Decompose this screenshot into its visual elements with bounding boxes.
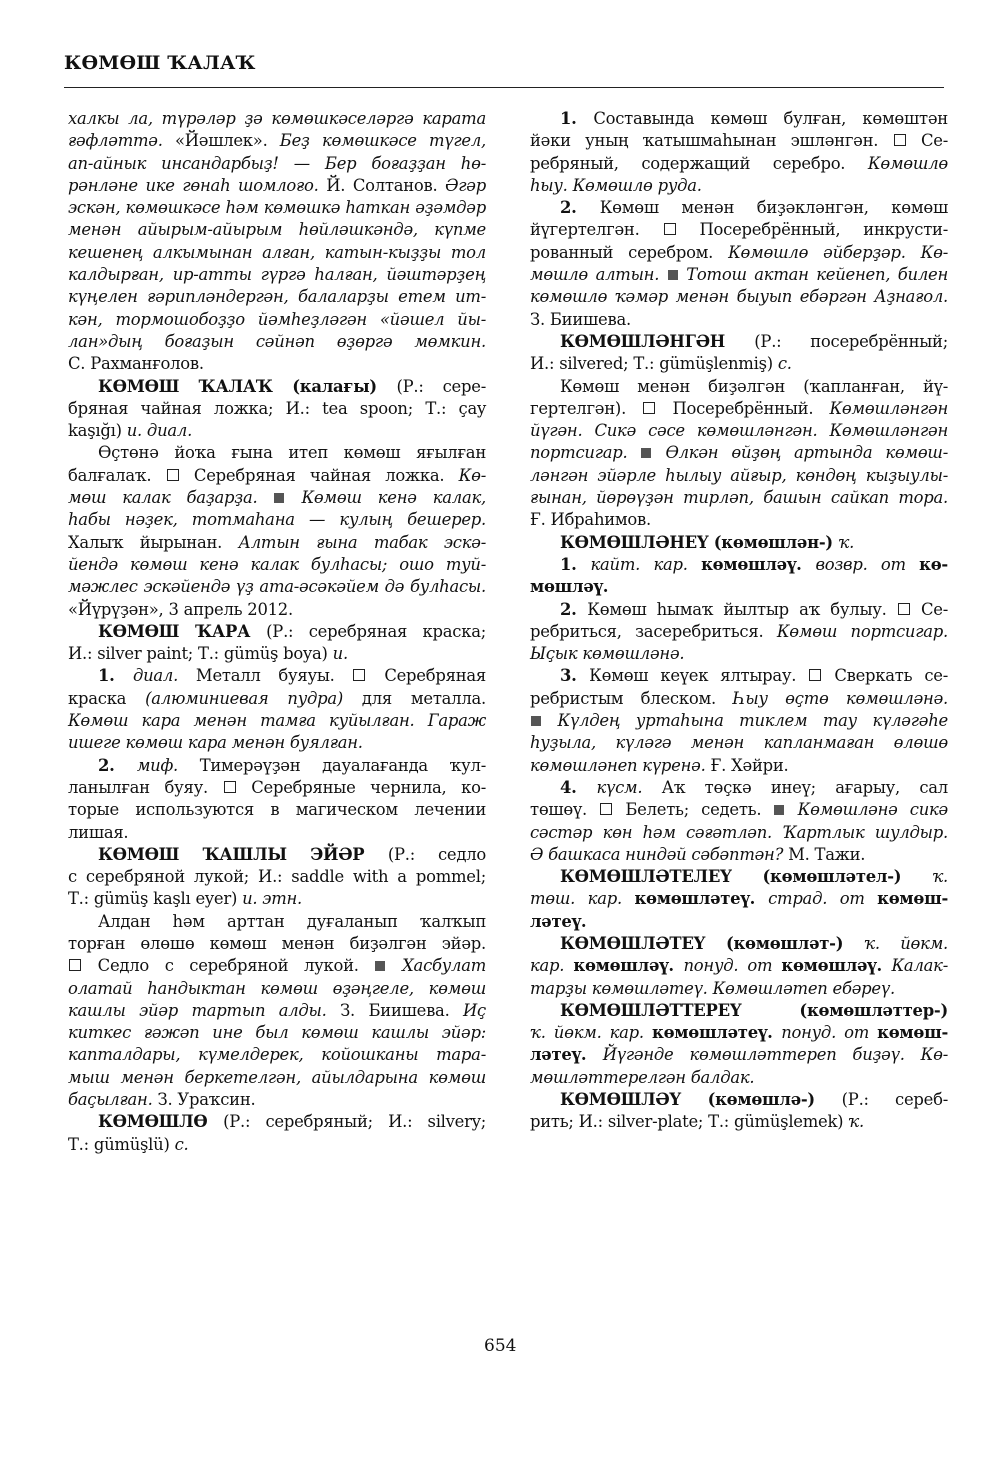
- bold-run: 2.: [560, 198, 600, 218]
- text-run: Аҡ төҫкә инеү; ағарыу, сал: [661, 777, 948, 797]
- text-line: [530, 554, 948, 576]
- text-line: [68, 955, 486, 977]
- text-line: [68, 710, 486, 732]
- italic-run: ҡ.: [838, 532, 855, 552]
- bold-run: кө-: [919, 554, 948, 574]
- empty-square-marker-icon: [898, 603, 910, 615]
- italic-run: ғынан, йөрөүҙән тирләп, башын сайкап тора.: [530, 488, 948, 508]
- text-line: [530, 532, 948, 554]
- filled-square-marker-icon: [375, 961, 385, 971]
- text-line: [530, 822, 948, 844]
- text-run: Посеребрённый, инкрусти-: [676, 220, 948, 240]
- text-run: kaşığı): [68, 421, 127, 441]
- italic-run: киткес ғәжәп ине был көмөш кашлы эйәр:: [68, 1023, 486, 1043]
- italic-run: Ә башкаса ниндәй сәбәптән?: [530, 844, 789, 864]
- text-line: [68, 242, 486, 264]
- italic-run: кән, тормошобоҙҙо йәмһеҙләгән «йәшел йы-: [68, 309, 486, 329]
- italic-run: һыу. Көмөшлө руда.: [530, 175, 702, 195]
- text-run: Серебряная: [366, 666, 486, 686]
- italic-run: Көмөшлө әйберҙәр. Кө-: [728, 242, 948, 262]
- text-line: [530, 353, 948, 375]
- text-line: [68, 175, 486, 197]
- italic-run: диал.: [132, 666, 196, 686]
- text-line: [68, 822, 486, 844]
- text-line: [530, 911, 948, 933]
- italic-run: миф.: [136, 755, 200, 775]
- italic-run: (алюминиевая пудра): [145, 688, 362, 708]
- text-run: Көмөш һымаҡ йылтыр аҡ булыу.: [587, 599, 897, 619]
- text-line: [68, 554, 486, 576]
- text-line: [530, 242, 948, 264]
- text-line: [68, 866, 486, 888]
- text-run: И.: silver paint; Т.: gümüş boya): [68, 644, 333, 664]
- italic-run: эскән, көмөшкәсе һәм көмөшкә һаткан әҙәмдәр: [68, 198, 486, 218]
- text-run: Седло с серебряной лукой.: [82, 956, 375, 976]
- text-line: [530, 420, 948, 442]
- filled-square-marker-icon: [774, 805, 784, 815]
- italic-run: кашлы эйәр тартып алды.: [68, 1000, 341, 1020]
- text-line: [530, 398, 948, 420]
- text-line: [68, 688, 486, 710]
- italic-run: менән айырым-айырым һөйләшкәндә, күпме: [68, 220, 486, 240]
- text-line: [68, 376, 486, 398]
- italic-run: кешенең алкымынан алған, катын-кыҙҙы тол: [68, 242, 486, 262]
- text-line: [68, 353, 486, 375]
- text-line: [68, 286, 486, 308]
- text-line: [530, 866, 948, 888]
- text-line: [68, 777, 486, 799]
- bold-run: КӨМӨШ ҠАЛАҠ (калағы): [98, 376, 397, 396]
- bold-run: КӨМӨШЛӘНЕҮ (көмөшлән-): [560, 532, 839, 552]
- text-run: З. Ураҡсин.: [157, 1090, 256, 1110]
- italic-run: ап-айнык инсандарбыҙ! — Бер боғаҙҙан һө-: [68, 153, 486, 173]
- text-line: [68, 576, 486, 598]
- text-line: [68, 532, 486, 554]
- text-line: [530, 1067, 948, 1089]
- text-run: «Йәшлек».: [174, 131, 280, 151]
- bold-run: 2.: [98, 755, 137, 775]
- italic-run: көмөшлө ҡәмәр менән быуып ебәргән Аҙнағол.: [530, 287, 948, 307]
- text-line: [530, 442, 948, 464]
- bold-run: КӨМӨШЛӘҮ (көмөшлә-): [560, 1090, 842, 1110]
- text-run: (Р.: седло: [387, 844, 487, 864]
- italic-run: кайт. кар.: [590, 554, 702, 574]
- empty-square-marker-icon: [894, 134, 906, 146]
- text-line: [530, 1022, 948, 1044]
- text-line: [68, 799, 486, 821]
- text-run: Өҫтөнә йоҡа ғына итеп көмөш яғылған: [98, 443, 486, 463]
- italic-run: Һыу өҫтө көмөшләнә.: [733, 688, 949, 708]
- text-line: [68, 888, 486, 910]
- bold-run: көмөшләү.: [701, 554, 816, 574]
- text-run: рованный серебром.: [530, 242, 729, 262]
- text-line: [68, 643, 486, 665]
- bold-run: КӨМӨШЛӘТЕЛЕҮ (көмөшләтел-): [560, 867, 933, 887]
- bold-run: көмөш-: [877, 889, 948, 909]
- bold-run: 1.: [560, 554, 591, 574]
- italic-run: Әгәр: [445, 175, 486, 195]
- italic-run: ҡ. йөкм.: [864, 933, 948, 953]
- text-run: Алдан һәм арттан дуғаланып ҡалҡып: [98, 911, 486, 931]
- italic-run: олатай һандыктан көмөш өҙәңгеле, көмөш: [68, 978, 486, 998]
- text-line: [530, 197, 948, 219]
- text-run: (Р.: сереб-: [841, 1090, 949, 1110]
- text-line: [530, 665, 948, 687]
- italic-run: төш. кар.: [530, 889, 635, 909]
- italic-run: ләнгән эйәрле һылыу айғыр, көндөң кыҙыулы-: [530, 465, 948, 485]
- text-run: Көмөш менән биҙәкләнгән, көмөш: [599, 198, 948, 218]
- italic-run: баҫылған.: [68, 1090, 158, 1110]
- text-line: [530, 888, 948, 910]
- text-line: [68, 465, 486, 487]
- empty-square-marker-icon: [664, 223, 676, 235]
- italic-run: мыш менән беркетелгән, айылдарына көмөш: [68, 1067, 486, 1087]
- text-line: [68, 844, 486, 866]
- text-line: [68, 108, 486, 130]
- empty-square-marker-icon: [69, 959, 81, 971]
- text-line: [68, 509, 486, 531]
- bold-run: 4.: [560, 777, 597, 797]
- text-line: [530, 576, 948, 598]
- italic-run: и. диал.: [126, 421, 193, 441]
- text-line: [530, 487, 948, 509]
- italic-run: Кө-: [458, 465, 486, 485]
- text-run: Посеребрённый.: [656, 398, 830, 418]
- running-head-title: КӨМӨШ ҠАЛАҠ: [64, 52, 256, 74]
- text-line: [530, 219, 948, 241]
- italic-run: Ыҫык көмөшләнә.: [530, 644, 685, 664]
- text-line: [530, 264, 948, 286]
- italic-run: халкы ла, түрәләр ҙә көмөшкәселәргә карата: [68, 109, 486, 128]
- text-run: Белеть; седеть.: [613, 800, 774, 820]
- italic-run: калдырған, ир-атты гүргә һалған, йәштәрҙең: [68, 265, 486, 285]
- text-line: [530, 777, 948, 799]
- italic-run: тарҙы көмөшләтеү. Көмөшләтеп ебәреү.: [530, 978, 895, 998]
- italic-run: портсигар.: [530, 443, 641, 463]
- text-line: [530, 509, 948, 531]
- italic-run: күсм.: [596, 777, 662, 797]
- text-run: (Р.: серебряная краска;: [266, 621, 486, 641]
- text-run: төшөү.: [530, 800, 600, 820]
- text-run: ребряный, содержащий серебро.: [530, 153, 868, 173]
- italic-run: понуд. от: [781, 1023, 878, 1043]
- running-header: [64, 52, 944, 74]
- text-line: [530, 331, 948, 353]
- text-run: лишая.: [68, 822, 129, 842]
- italic-run: һуҙыла, күләгә менән капланмаған өлөшө: [530, 733, 948, 753]
- text-line: [68, 599, 486, 621]
- empty-square-marker-icon: [643, 402, 655, 414]
- text-line: [530, 732, 948, 754]
- text-line: [68, 1000, 486, 1022]
- italic-run: Көмөш портсигар.: [776, 621, 948, 641]
- italic-run: мөш калак баҙарҙа.: [68, 488, 274, 508]
- text-line: [530, 286, 948, 308]
- text-line: [68, 1111, 486, 1133]
- text-line: [530, 1044, 948, 1066]
- text-run: Се-: [910, 599, 948, 619]
- italic-run: лан»дың боғаҙын сәйнәп өҙөргә мөмкин.: [68, 331, 486, 351]
- text-line: [530, 978, 948, 1000]
- header-rule: [64, 87, 944, 88]
- text-line: [68, 755, 486, 777]
- bold-run: КӨМӨШ ҠАРА: [98, 621, 267, 641]
- text-line: [530, 108, 948, 130]
- italic-run: ишеге көмөш кара менән буялған.: [68, 733, 363, 753]
- text-line: [530, 1000, 948, 1022]
- bold-run: мөшләү.: [530, 577, 609, 597]
- text-line: [530, 309, 948, 331]
- text-line: [530, 175, 948, 197]
- empty-square-marker-icon: [600, 803, 612, 815]
- text-line: [530, 1089, 948, 1111]
- text-line: [530, 621, 948, 643]
- italic-run: ҡ. йөкм. кар.: [530, 1023, 652, 1043]
- text-line: [68, 911, 486, 933]
- bold-run: КӨМӨШ ҠАШЛЫ ЭЙӘР: [98, 844, 388, 864]
- italic-run: Хасбулат: [386, 956, 487, 976]
- text-line: [68, 398, 486, 420]
- filled-square-marker-icon: [274, 493, 284, 503]
- italic-run: һабы нәҙек, тотмаһана — кулың бешерер.: [68, 510, 486, 530]
- text-line: [530, 599, 948, 621]
- filled-square-marker-icon: [668, 270, 678, 280]
- italic-run: Иҫ: [463, 1000, 486, 1020]
- italic-run: мөшлө алтын.: [530, 265, 667, 285]
- text-run: с серебряной лукой; И.: saddle with a pommel;: [68, 867, 486, 887]
- text-run: Серебряные чернила, ко-: [236, 777, 487, 797]
- text-line: [68, 197, 486, 219]
- text-line: [530, 376, 948, 398]
- text-run: ланылған буяу.: [68, 777, 223, 797]
- italic-run: с.: [777, 354, 792, 374]
- text-run: Ғ. Хәйри.: [710, 755, 789, 775]
- text-run: для металла.: [361, 688, 486, 708]
- text-run: (Р.: посеребрённый;: [754, 331, 948, 351]
- text-run: Й. Солтанов.: [326, 175, 446, 195]
- italic-run: көмөшләнеп күренә.: [530, 755, 711, 775]
- text-line: [68, 1022, 486, 1044]
- text-line: [530, 643, 948, 665]
- italic-run: Көмөшләнә сикә: [785, 800, 948, 820]
- italic-run: рәнләне ике гөнаһ шомлоғо.: [68, 175, 327, 195]
- italic-run: страд. от: [768, 889, 878, 909]
- text-line: [68, 442, 486, 464]
- text-run: краска: [68, 688, 146, 708]
- italic-run: Йүгәнде көмөшләттереп биҙәү. Кө-: [602, 1045, 948, 1065]
- text-run: Ғ. Ибраһимов.: [530, 510, 651, 530]
- text-line: [68, 665, 486, 687]
- page-number: 654: [484, 1336, 517, 1356]
- text-line: [68, 732, 486, 754]
- italic-run: Тотош актан кейенеп, билен: [678, 265, 948, 285]
- text-run: С. Рахманғолов.: [68, 354, 204, 374]
- filled-square-marker-icon: [531, 716, 541, 726]
- text-line: [68, 933, 486, 955]
- italic-run: Күлдең уртаһына тиклем тау күләгәһе: [542, 711, 948, 731]
- bold-run: КӨМӨШЛӘТТЕРЕҮ (көмөшләттер-): [560, 1000, 948, 1020]
- text-run: ребристым блеском.: [530, 688, 734, 708]
- bold-run: көмөшләтеү.: [652, 1023, 782, 1043]
- text-run: торған өлөшө көмөш менән биҙәлгән эйәр.: [68, 933, 486, 953]
- empty-square-marker-icon: [809, 669, 821, 681]
- text-run: йүгертелгән.: [530, 220, 663, 240]
- bold-run: көмөшләү.: [573, 956, 684, 976]
- text-line: [68, 621, 486, 643]
- italic-run: сәстәр көн һәм сәғәтләп. Ҡартлык шулдыр.: [530, 822, 948, 842]
- text-run: З. Биишева.: [530, 309, 631, 329]
- bold-run: 2.: [560, 599, 588, 619]
- text-run: (Р.: серебряный; И.: silvery;: [223, 1112, 487, 1132]
- text-run: ребриться, засеребриться.: [530, 621, 777, 641]
- text-run: З. Биишева.: [340, 1000, 463, 1020]
- text-line: [68, 978, 486, 1000]
- empty-square-marker-icon: [353, 669, 365, 681]
- text-run: торые используются в магическом лечении: [68, 800, 486, 820]
- italic-run: возвр. от: [815, 554, 920, 574]
- text-run: Составында көмөш булған, көмөштән: [593, 109, 948, 128]
- italic-run: Беҙ көмөшкәсе түгел,: [279, 131, 486, 151]
- bold-run: ләтеү.: [530, 911, 587, 931]
- filled-square-marker-icon: [641, 448, 651, 458]
- italic-run: Өлкән өйҙөң артында көмөш-: [652, 443, 949, 463]
- italic-run: Алтын ғына табак эскә-: [238, 532, 487, 552]
- italic-run: с.: [174, 1134, 189, 1154]
- text-line: [530, 153, 948, 175]
- text-run: Тимерәүҙән дауалағанда ҡул-: [199, 755, 486, 775]
- text-run: Халыҡ йырынан.: [68, 532, 239, 552]
- text-run: (Р.: сере-: [396, 376, 486, 396]
- text-line: [68, 1044, 486, 1066]
- text-run: И.: silvered; Т.: gümüşlenmiş): [530, 354, 778, 374]
- text-line: [68, 219, 486, 241]
- text-run: Металл буяуы.: [195, 666, 353, 686]
- text-run: М. Тажи.: [788, 844, 866, 864]
- bold-run: 1.: [98, 666, 133, 686]
- italic-run: ҡ.: [848, 1112, 864, 1132]
- italic-run: йендә көмөш кенә калак булһасы; ошо туй-: [68, 554, 486, 574]
- italic-run: Көмөшлө: [867, 153, 948, 173]
- text-line: [68, 420, 486, 442]
- italic-run: Көмөшләнгән: [829, 398, 948, 418]
- text-run: Сверкать се-: [822, 666, 948, 686]
- empty-square-marker-icon: [224, 781, 236, 793]
- text-run: Т.: gümüş kaşlı eyer): [68, 889, 243, 909]
- bold-run: көмөш-: [877, 1023, 948, 1043]
- text-run: Көмөш кеүек ялтырау.: [589, 666, 809, 686]
- text-line: [68, 264, 486, 286]
- italic-run: Көмөш кенә калак,: [285, 488, 486, 508]
- text-run: балғалаҡ.: [68, 465, 166, 485]
- text-line: [530, 755, 948, 777]
- text-line: [68, 309, 486, 331]
- italic-run: и.: [332, 644, 348, 664]
- italic-run: ҡ.: [932, 867, 948, 887]
- bold-run: ләтеү.: [530, 1045, 603, 1065]
- text-run: Т.: gümüşlü): [68, 1134, 175, 1154]
- text-line: [530, 688, 948, 710]
- text-line: [530, 799, 948, 821]
- italic-run: Калак-: [891, 956, 948, 976]
- bold-run: 3.: [560, 666, 590, 686]
- text-run: бряная чайная ложка; И.: tea spoon; Т.: çay: [68, 398, 486, 418]
- text-line: [530, 1111, 948, 1133]
- text-line: [68, 331, 486, 353]
- italic-run: ғәфләттә.: [68, 131, 175, 151]
- italic-run: мәжлес эскәйендә үҙ ата-әсәкәйем дә булһасы.: [68, 577, 486, 597]
- text-run: Се-: [906, 131, 948, 151]
- text-run: Серебряная чайная ложка.: [179, 465, 459, 485]
- text-line: [68, 1089, 486, 1111]
- left-column: [68, 108, 486, 1156]
- italic-run: понуд. от: [683, 956, 782, 976]
- text-line: [530, 844, 948, 866]
- text-run: «Йүрүҙән», 3 апрель 2012.: [68, 599, 293, 619]
- text-line: [530, 710, 948, 732]
- text-line: [530, 933, 948, 955]
- text-run: гертелгән).: [530, 398, 643, 418]
- text-line: [530, 465, 948, 487]
- text-line: [68, 487, 486, 509]
- italic-run: Көмөш кара менән тамға куйылған. Гараж: [68, 711, 486, 731]
- italic-run: и. этн.: [242, 889, 303, 909]
- text-run: рить; И.: silver-plate; Т.: gümüşlemek): [530, 1112, 849, 1132]
- text-run: йәки уның ҡатышмаһынан эшләнгән.: [530, 131, 893, 151]
- bold-run: КӨМӨШЛӘНГӘН: [560, 331, 755, 351]
- bold-run: көмөшләтеү.: [634, 889, 769, 909]
- bold-run: 1.: [560, 109, 594, 128]
- text-run: Көмөш менән биҙәлгән (ҡапланған, йү-: [560, 376, 948, 396]
- text-line: [530, 130, 948, 152]
- text-line: [530, 955, 948, 977]
- right-column: [530, 108, 948, 1134]
- italic-run: кар.: [530, 956, 574, 976]
- italic-run: күңелен ғәрипләндергән, балаларҙы етем ит-: [68, 287, 486, 307]
- italic-run: йүгән. Сикә сәсе көмөшләнгән. Көмөшләнгән: [530, 421, 948, 441]
- text-line: [68, 153, 486, 175]
- italic-run: мөшләттерелгән балдак.: [530, 1067, 755, 1087]
- text-line: [68, 1067, 486, 1089]
- text-line: [68, 130, 486, 152]
- text-line: [68, 1134, 486, 1156]
- empty-square-marker-icon: [167, 469, 179, 481]
- italic-run: капталдары, күмелдерек, койошканы тара-: [68, 1045, 486, 1065]
- bold-run: КӨМӨШЛӨ: [98, 1112, 224, 1132]
- bold-run: көмөшләү.: [781, 956, 892, 976]
- bold-run: КӨМӨШЛӘТЕҮ (көмөшләт-): [560, 933, 865, 953]
